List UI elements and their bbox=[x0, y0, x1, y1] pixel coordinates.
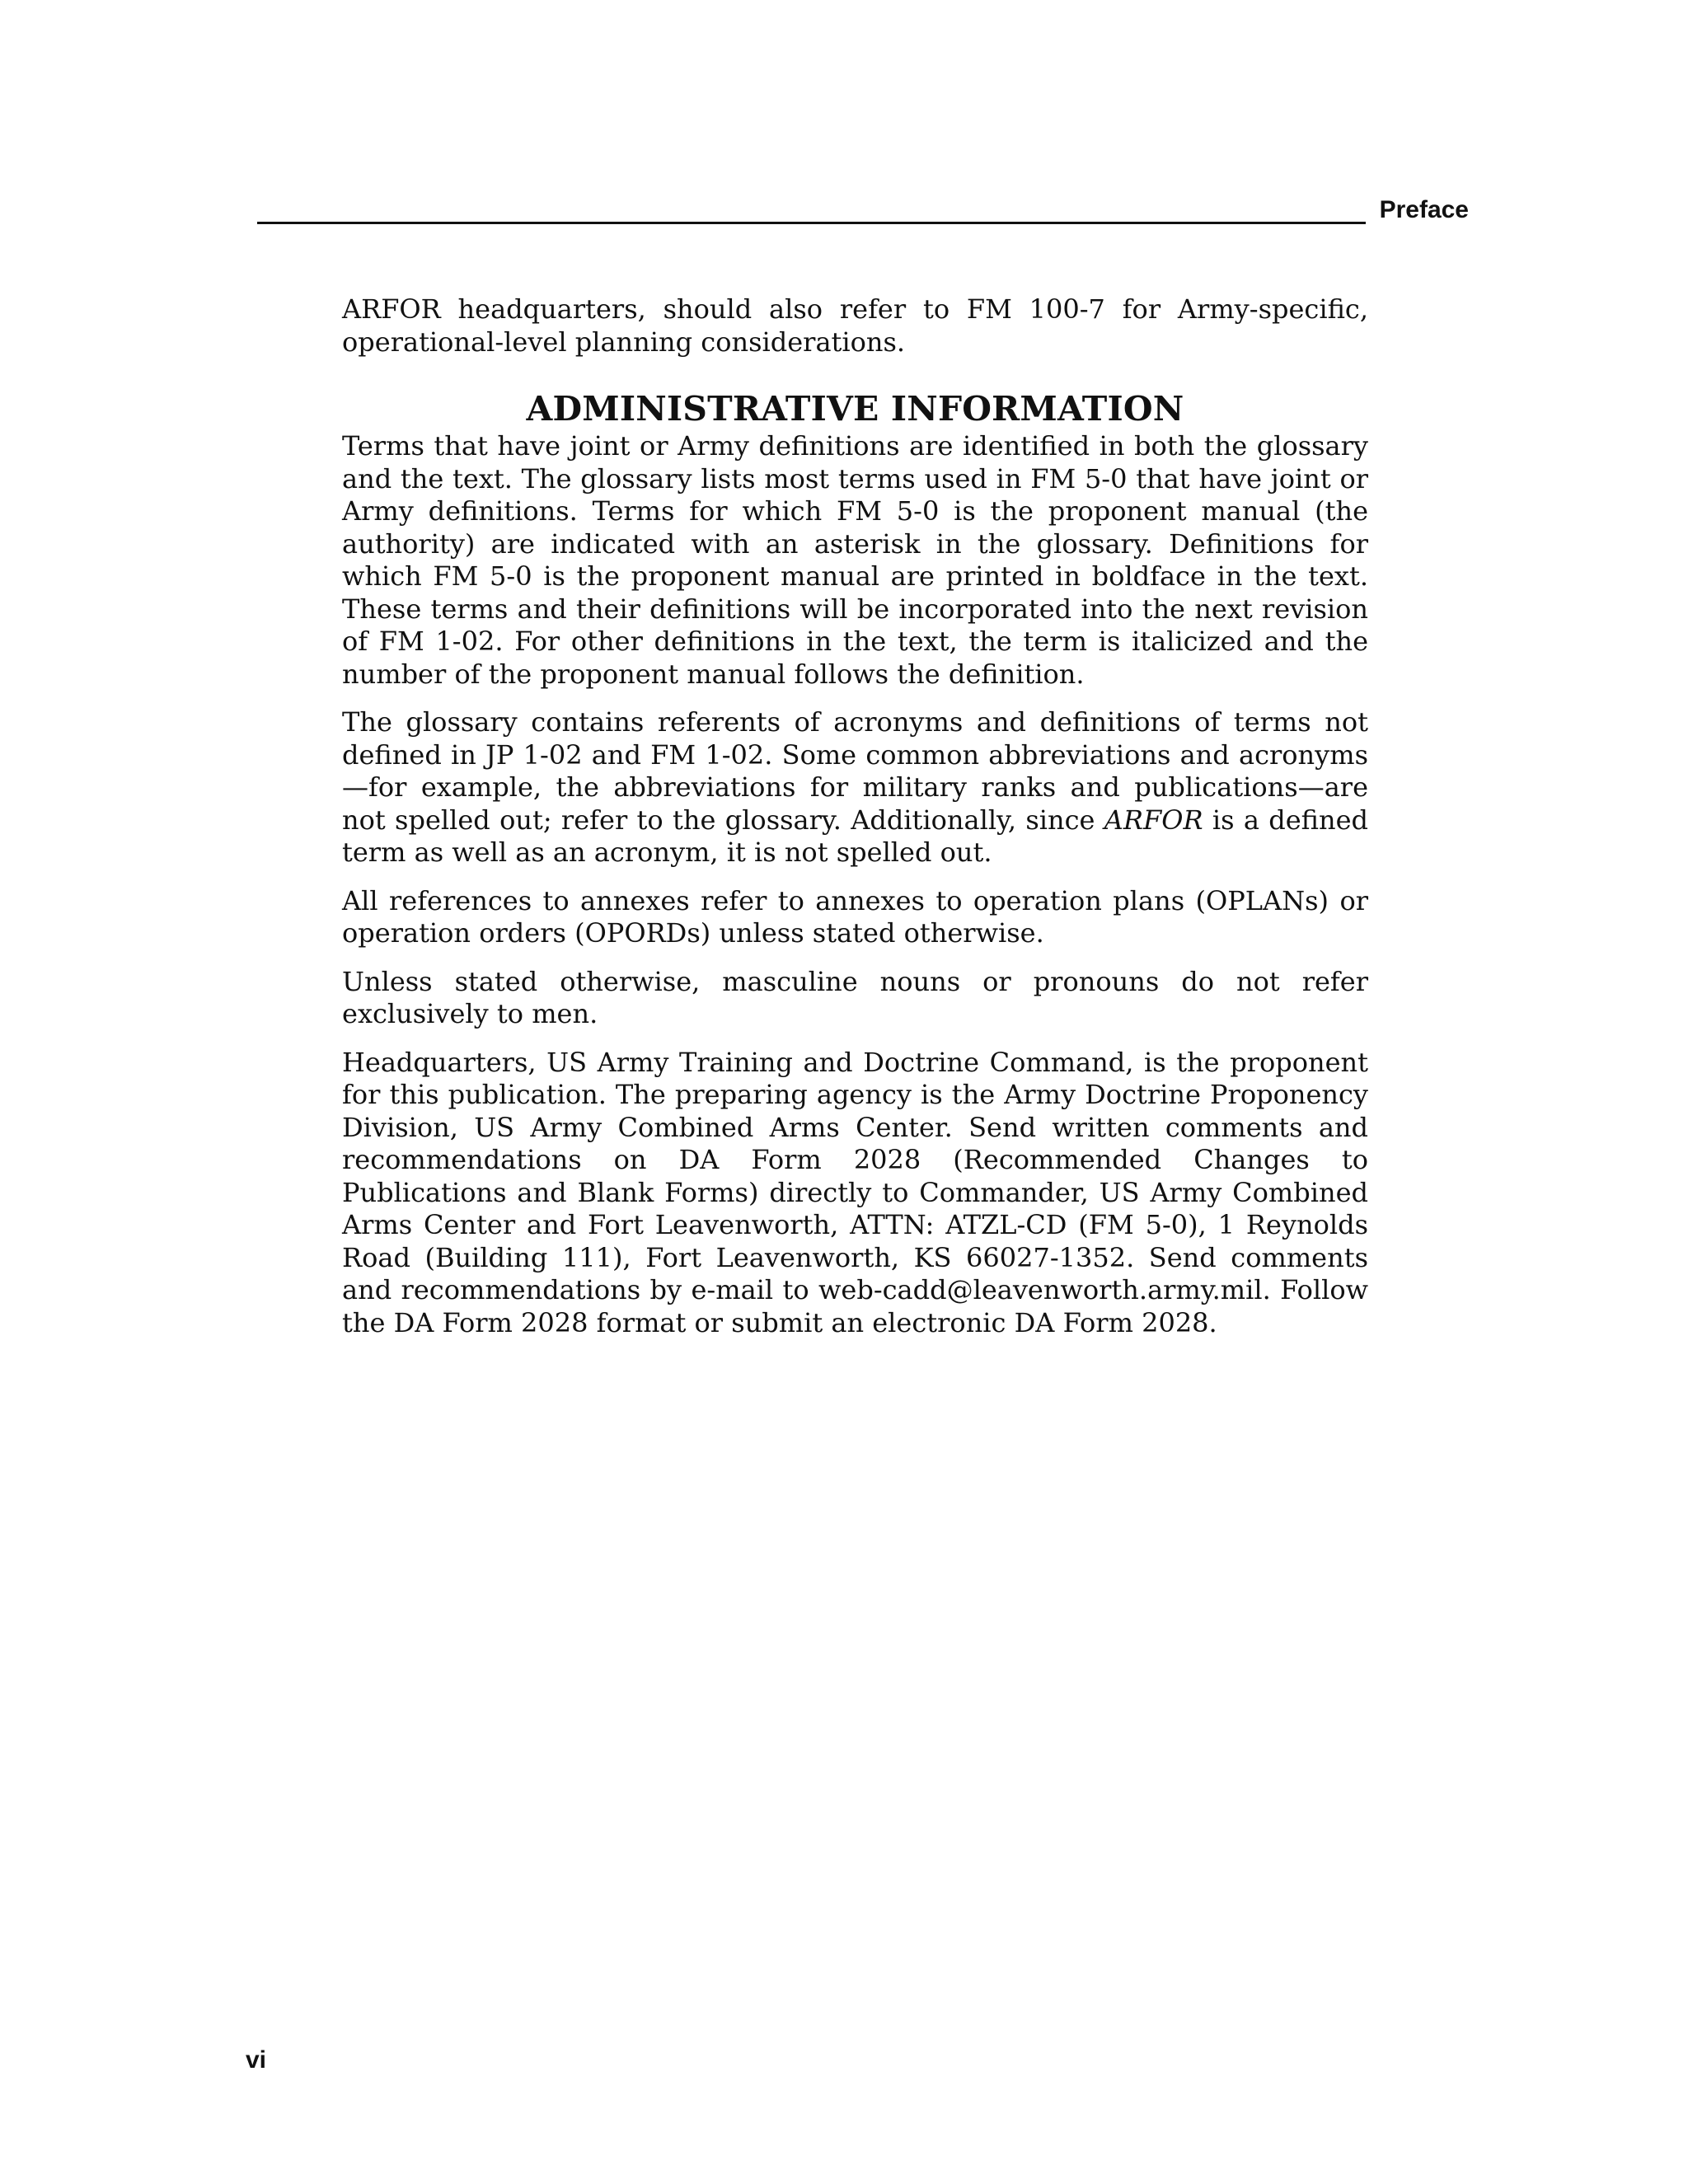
paragraph-annexes: All references to annexes refer to annexes to operation plans (OPLANs) or operation orders (OPORDs) unless stated otherwise. bbox=[342, 884, 1368, 949]
paragraph-definitions: Terms that have joint or Army definitions are identified in both the glossary and the text. The glossary lists most terms used in FM 5-0 that have joint or Army definitions. Terms for which FM 5-0 is the proponent manual (the authority) are indicated with an asterisk in the glossary. Definitions for which FM 5-0 is the proponent manual are printed in boldface in the text. These terms and their definitions will be incorporated into the next revision of FM 1-02. For other definitions in the text, the term is italicized and the number of the proponent manual follows the definition. bbox=[342, 430, 1368, 690]
running-header bbox=[257, 195, 1469, 228]
arfor-term: ARFOR bbox=[1104, 804, 1203, 836]
paragraph-gender-note: Unless stated otherwise, masculine nouns or pronouns do not refer exclusively to men. bbox=[342, 965, 1368, 1029]
section-title: Preface bbox=[1379, 196, 1469, 223]
paragraph-proponent: Headquarters, US Army Training and Doctrine Command, is the proponent for this publication. The preparing agency is the Army Doctrine Proponency Division, US Army Combined Arms Center. Send written comments and recommendations on DA Form 2028 (Recommended Changes to Publications and Blank Forms) directly to Commander, US Army Combined Arms Center and Fort Leavenworth, ATTN: ATZL-CD (FM 5-0), 1 Reynolds Road (Building 111), Fort Leavenworth, KS 66027-1352. Send comments and recommendations by e-mail to web-cadd@leavenworth.army.mil. Follow the DA Form 2028 format or submit an electronic DA Form 2028. bbox=[342, 1046, 1368, 1338]
header-rule bbox=[257, 222, 1366, 224]
intro-paragraph: ARFOR headquarters, should also refer to FM 100-7 for Army-specific, operational-level planning considerations. bbox=[342, 293, 1368, 358]
glossary-text-start: The glossary contains referents of acronyms and definitions of terms not defined in JP 1-02 and FM 1-02. Some common abbreviations and acronyms—for example, the abbreviations for military ranks and publications—are not spelled out; refer to the glossary. Additionally, since bbox=[342, 706, 1368, 836]
page-body bbox=[342, 293, 1368, 1355]
paragraph-glossary bbox=[342, 706, 1368, 869]
glossary-text-end: is a defined term as well as an acronym, it is not spelled out. bbox=[342, 804, 1368, 868]
page-number: vi bbox=[246, 2046, 267, 2074]
section-heading: ADMINISTRATIVE INFORMATION bbox=[526, 389, 1184, 429]
